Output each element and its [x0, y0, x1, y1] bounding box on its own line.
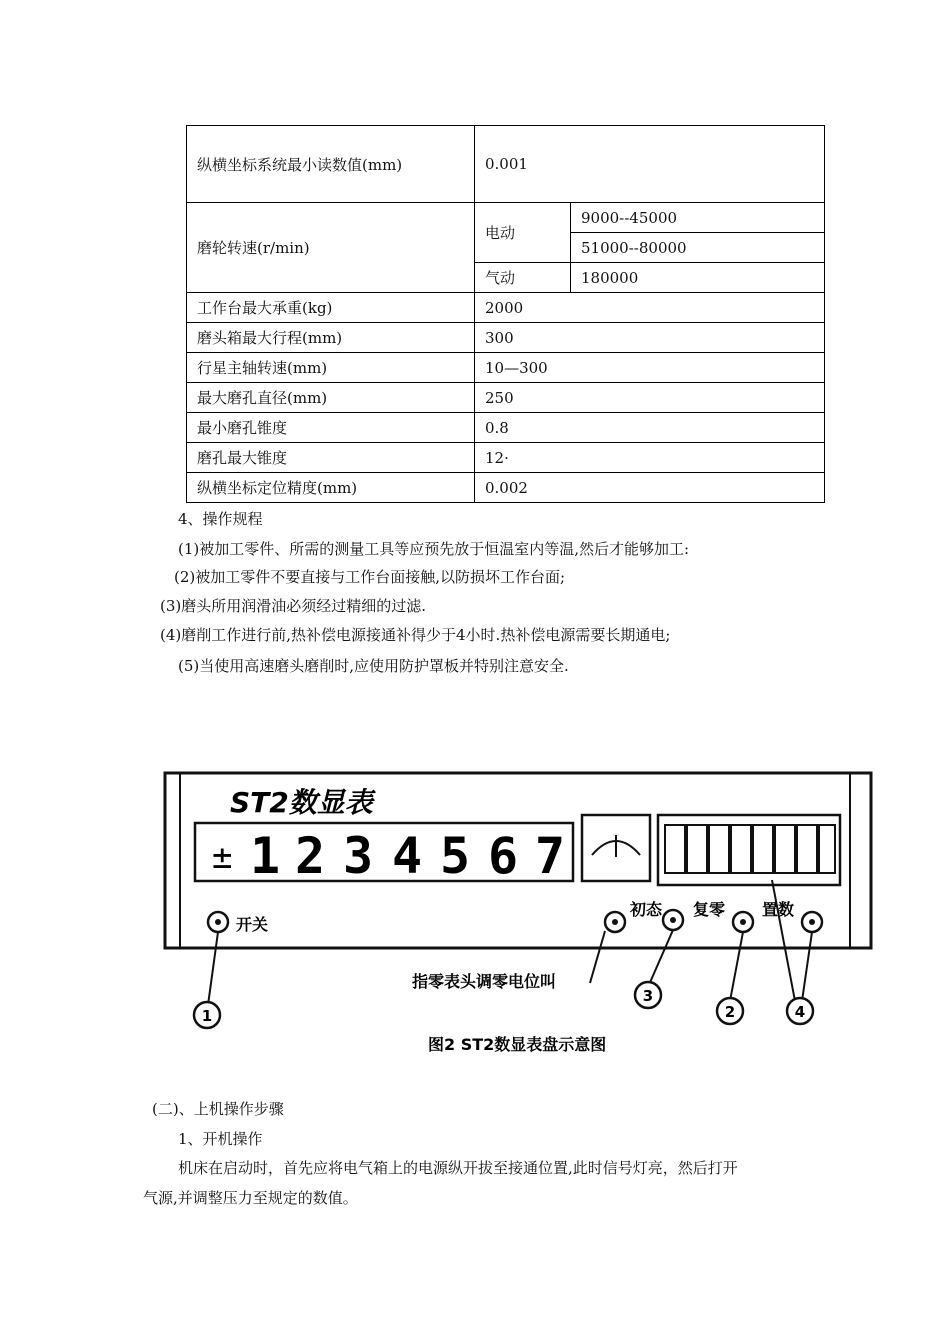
panel-title: ST2数显表 [230, 786, 373, 819]
table-cell-sublabel: 电动 [475, 203, 571, 263]
table-row [187, 473, 825, 503]
table-cell-value: 9000--45000 [571, 203, 825, 233]
subsection-heading: 1、开机操作 [178, 1130, 263, 1148]
display-digit: 2 [295, 827, 326, 885]
label-reset: 复零 [693, 900, 726, 919]
spec-table [186, 125, 825, 503]
table-cell-label: 最小磨孔锥度 [187, 413, 475, 443]
table-cell-label: 最大磨孔直径(mm) [187, 383, 475, 413]
rule-item: (3)磨头所用润滑油必须经过精细的过滤. [160, 597, 427, 615]
table-cell-sublabel: 气动 [475, 263, 571, 293]
table-cell-label: 纵横坐标系统最小读数值(mm) [187, 126, 475, 203]
table-cell-value: 2000 [475, 293, 825, 323]
table-cell-value: 180000 [571, 263, 825, 293]
thumbwheel-switch [687, 825, 707, 873]
rule-item: (5)当使用高速磨头磨削时,应使用防护罩板并特别注意安全. [178, 657, 569, 675]
table-cell-label: 行星主轴转速(mm) [187, 353, 475, 383]
table-cell-label: 磨孔最大锥度 [187, 443, 475, 473]
table-cell-value: 51000--80000 [571, 233, 825, 263]
table-row [187, 293, 825, 323]
label-zero-pot: 指零表头调零电位叫 [412, 972, 557, 991]
label-set: 置数 [762, 900, 795, 919]
section-heading: (二)、上机操作步骤 [152, 1100, 284, 1118]
figure-caption: 图2 ST2数显表盘示意图 [428, 1035, 607, 1054]
table-cell-label: 磨头箱最大行程(mm) [187, 323, 475, 353]
table-cell-value: 250 [475, 383, 825, 413]
table-row [187, 353, 825, 383]
leader-line [648, 930, 673, 987]
table-cell-label: 纵横坐标定位精度(mm) [187, 473, 475, 503]
table-cell-value: 300 [475, 323, 825, 353]
thumbwheel-switch [665, 825, 685, 873]
knob-center [809, 919, 815, 925]
thumbwheel-switch [819, 825, 835, 873]
display-digit: 7 [535, 827, 566, 885]
table-row [187, 443, 825, 473]
label-switch: 开关 [236, 915, 269, 934]
label-preset: 初态 [630, 900, 663, 919]
table-cell-label: 工作台最大承重(kg) [187, 293, 475, 323]
section-heading: 4、操作规程 [178, 510, 263, 528]
table-cell-label: 磨轮转速(r/min) [187, 203, 475, 293]
st2-panel-figure [160, 765, 880, 1065]
callout-number: 3 [642, 987, 654, 1005]
display-digit: 1 [250, 827, 281, 885]
table-row [187, 323, 825, 353]
body-paragraph-line: 气源,并调整压力至规定的数值。 [143, 1189, 358, 1207]
leader-line [590, 931, 605, 983]
table-cell-value: 0.002 [475, 473, 825, 503]
thumbwheel-switch [797, 825, 817, 873]
display-digit: 3 [343, 827, 374, 885]
thumbwheel-switch [775, 825, 795, 873]
callout-number: 4 [794, 1003, 806, 1021]
callout-number: 2 [724, 1003, 736, 1021]
table-row [187, 383, 825, 413]
knob-center [740, 919, 746, 925]
thumbwheel-switch [731, 825, 751, 873]
body-paragraph-line: 机床在启动时，首先应将电气箱上的电源纵开拔至接通位置,此时信号灯亮，然后打开 [178, 1159, 738, 1177]
leader-line [730, 932, 743, 1001]
table-row [187, 413, 825, 443]
display-digit: 5 [440, 827, 471, 885]
display-digit: 6 [488, 827, 519, 885]
knob-center [215, 919, 221, 925]
table-cell-value: 0.001 [475, 126, 825, 203]
table-cell-value: 0.8 [475, 413, 825, 443]
thumbwheel-switch [753, 825, 773, 873]
table-row [187, 126, 825, 203]
knob-center [670, 917, 676, 923]
sign-glyph: ± [212, 837, 233, 877]
knob-center [612, 919, 618, 925]
table-cell-value: 12· [475, 443, 825, 473]
table-row [187, 203, 825, 233]
rule-item: (4)磨削工作进行前,热补偿电源接通补得少于4小时.热补偿电源需要长期通电; [160, 626, 671, 644]
rule-item: (1)被加工零件、所需的测量工具等应预先放于恒温室内等温,然后才能够加工: [178, 540, 690, 558]
leader-line [772, 880, 795, 1001]
thumbwheel-switch [709, 825, 729, 873]
leader-line [802, 932, 812, 1001]
table-cell-value: 10—300 [475, 353, 825, 383]
rule-item: (2)被加工零件不要直接与工作台面接触,以防损坏工作台面; [174, 568, 566, 586]
leader-line [208, 932, 218, 1005]
callout-number: 1 [201, 1007, 213, 1025]
display-digit: 4 [392, 827, 423, 885]
